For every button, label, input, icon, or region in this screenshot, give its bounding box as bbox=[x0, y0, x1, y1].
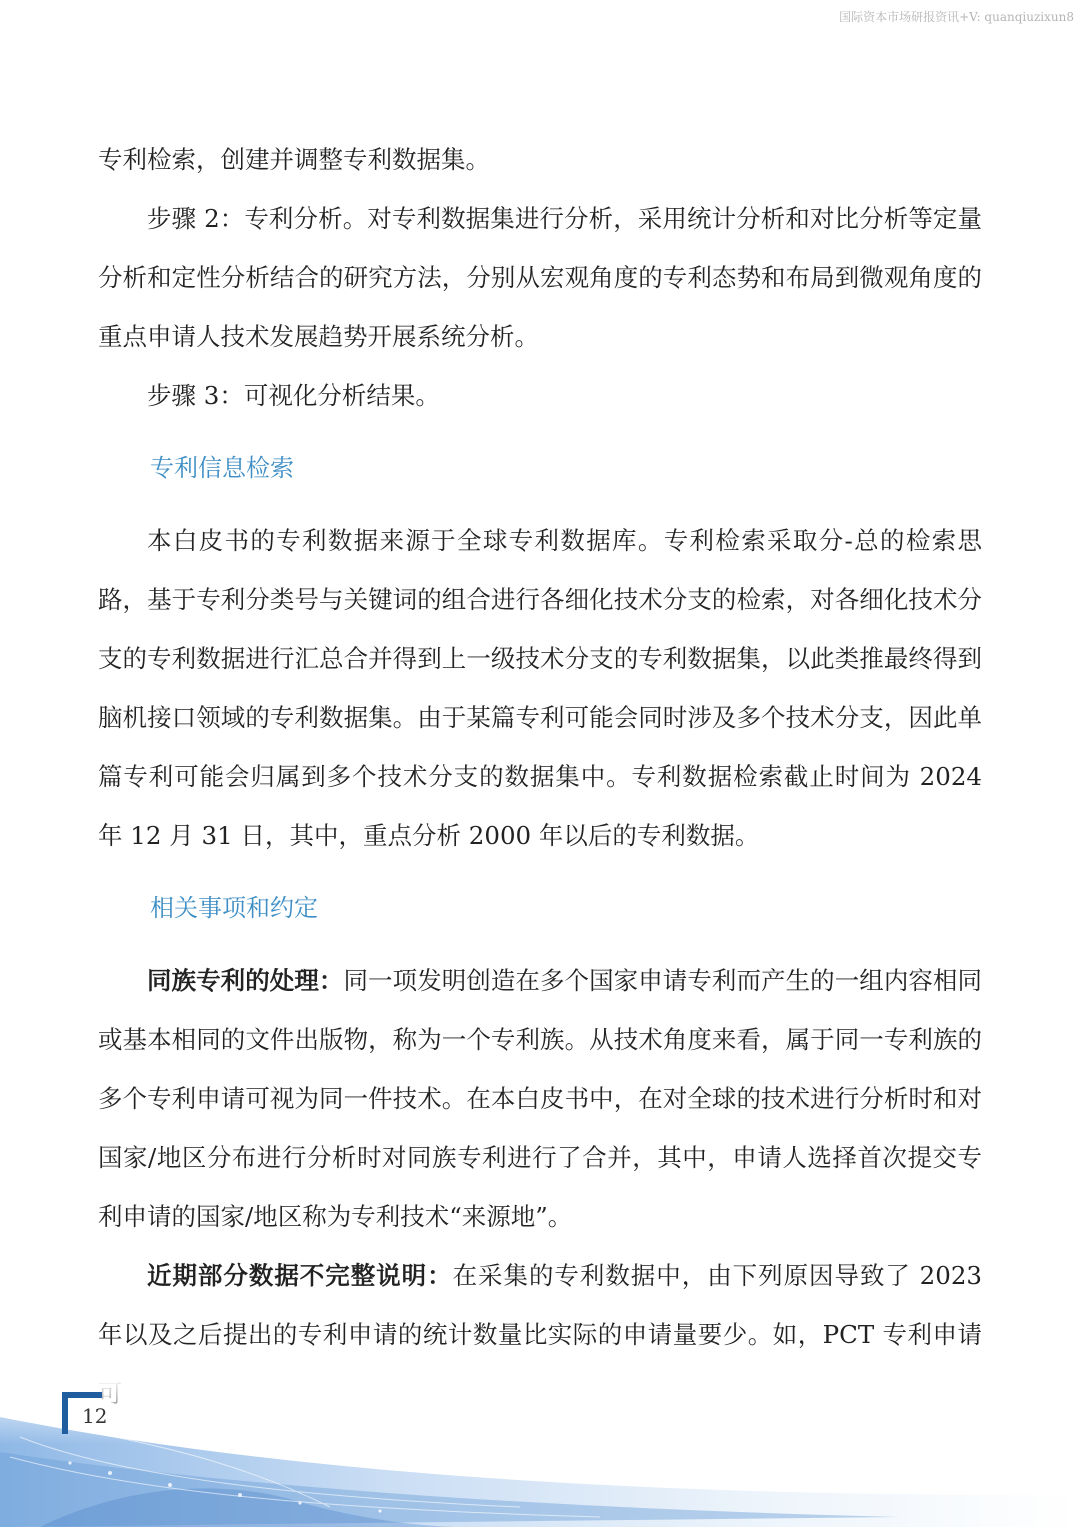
section-heading-conventions: 相关事项和约定 bbox=[150, 894, 318, 922]
section-heading-patent-search: 专利信息检索 bbox=[150, 454, 294, 482]
paragraph-step-3: 步骤 3：可视化分析结果。 bbox=[147, 381, 440, 410]
paragraph-body: 在采集的专利数据中，由下列原因导致了 2023 年以及之后提出的专利申请的统计数量比实际的申请量要少。如，PCT 专利申请 bbox=[98, 1261, 982, 1349]
page-content bbox=[98, 130, 982, 1423]
paragraph: 专利检索，创建并调整专利数据集。 bbox=[98, 145, 490, 174]
paragraph-lead: 同族专利的处理： bbox=[147, 966, 344, 995]
paragraph-patent-family bbox=[98, 951, 982, 1246]
paragraph-lead: 近期部分数据不完整说明： bbox=[147, 1261, 453, 1290]
footer-banner-image bbox=[0, 1377, 1080, 1527]
paragraph-step-2: 步骤 2：专利分析。对专利数据集进行分析，采用统计分析和对比分析等定量分析和定性分析结合的研究方法，分别从宏观角度的专利态势和布局到微观角度的重点申请人技术发展趋势开展系统分析。 bbox=[98, 204, 982, 351]
watermark: 国际资本市场研报资讯+V: quanqiuzixun8 bbox=[839, 10, 1074, 24]
page-number: 12 bbox=[82, 1404, 108, 1428]
paragraph-body: 同一项发明创造在多个国家申请专利而产生的一组内容相同或基本相同的文件出版物，称为一个专利族。从技术角度来看，属于同一专利族的多个专利申请可视为同一件技术。在本白皮书中，在对全球的技术进行分析时和对国家/地区分布进行分析时对同族专利进行了合并，其中，申请人选择首次提交专利申请的国家/地区称为专利技术“来源地”。 bbox=[98, 966, 982, 1231]
paragraph-data-source: 本白皮书的专利数据来源于全球专利数据库。专利检索采取分-总的检索思路，基于专利分类号与关键词的组合进行各细化技术分支的检索，对各细化技术分支的专利数据进行汇总合并得到上一级技术分支的专利数据集，以此类推最终得到脑机接口领域的专利数据集。由于某篇专利可能会同时涉及多个技术分支，因此单篇专利可能会归属到多个技术分支的数据集中。专利数据检索截止时间为 2024 年 12 月 31 日，其中，重点分析 2000 年以后的专利数据。 bbox=[98, 526, 982, 850]
footer-decoration bbox=[0, 1377, 1080, 1527]
